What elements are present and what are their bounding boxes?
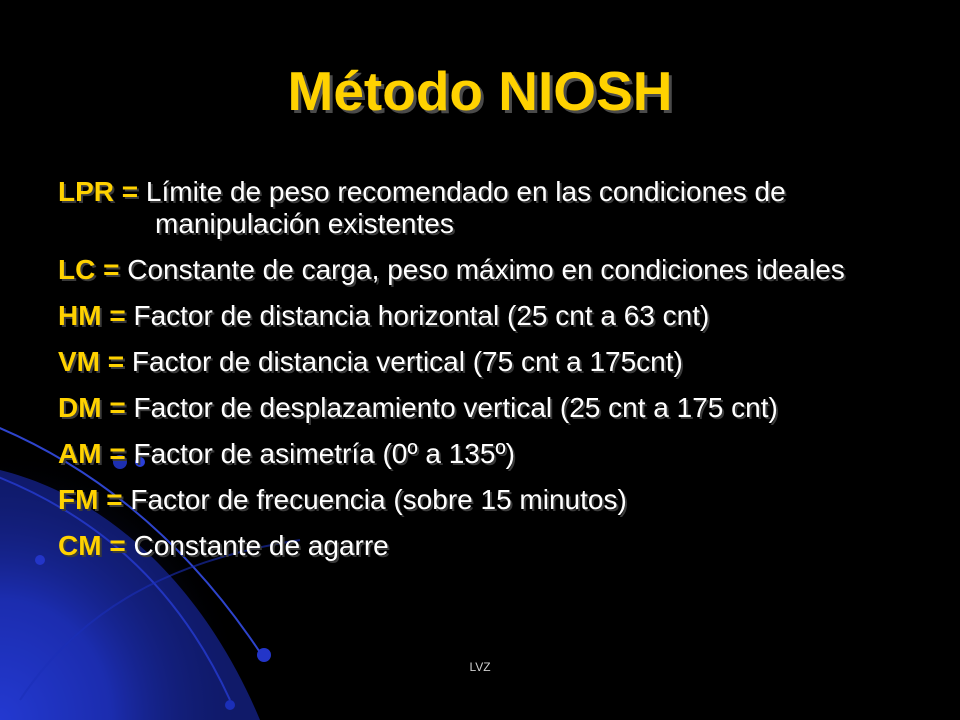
term-label: AM = — [58, 438, 126, 469]
slide-title: Método NIOSH — [287, 60, 673, 122]
definitions-list — [58, 176, 918, 576]
definition-fm — [58, 484, 918, 516]
definition-vm — [58, 346, 918, 378]
term-label: CM = — [58, 530, 126, 561]
term-description: Constante de agarre — [125, 530, 389, 561]
decor-dot-5 — [225, 700, 235, 710]
term-label: VM = — [58, 346, 125, 377]
term-label: LC = — [58, 254, 120, 285]
definition-lpr — [58, 176, 918, 240]
term-label: DM = — [58, 392, 126, 423]
term-label: FM = — [58, 484, 123, 515]
term-description: Factor de desplazamiento vertical (25 cnt a 175 cnt) — [125, 392, 778, 423]
decor-dot-4 — [35, 555, 45, 565]
term-description: Constante de carga, peso máximo en condiciones ideales — [119, 254, 845, 285]
definition-lc — [58, 254, 918, 286]
term-description: Factor de asimetría (0º a 135º) — [125, 438, 515, 469]
term-label: LPR = — [58, 176, 139, 207]
slide-footer: LVZ — [469, 660, 491, 674]
definition-am — [58, 438, 918, 470]
definition-hm — [58, 300, 918, 332]
term-description: Límite de peso recomendado en las condiciones de manipulación existentes — [138, 176, 786, 239]
term-description: Factor de distancia vertical (75 cnt a 175cnt) — [124, 346, 683, 377]
definition-cm — [58, 530, 918, 562]
term-description: Factor de frecuencia (sobre 15 minutos) — [122, 484, 627, 515]
definition-dm — [58, 392, 918, 424]
term-label: HM = — [58, 300, 126, 331]
term-description: Factor de distancia horizontal (25 cnt a 63 cnt) — [125, 300, 710, 331]
